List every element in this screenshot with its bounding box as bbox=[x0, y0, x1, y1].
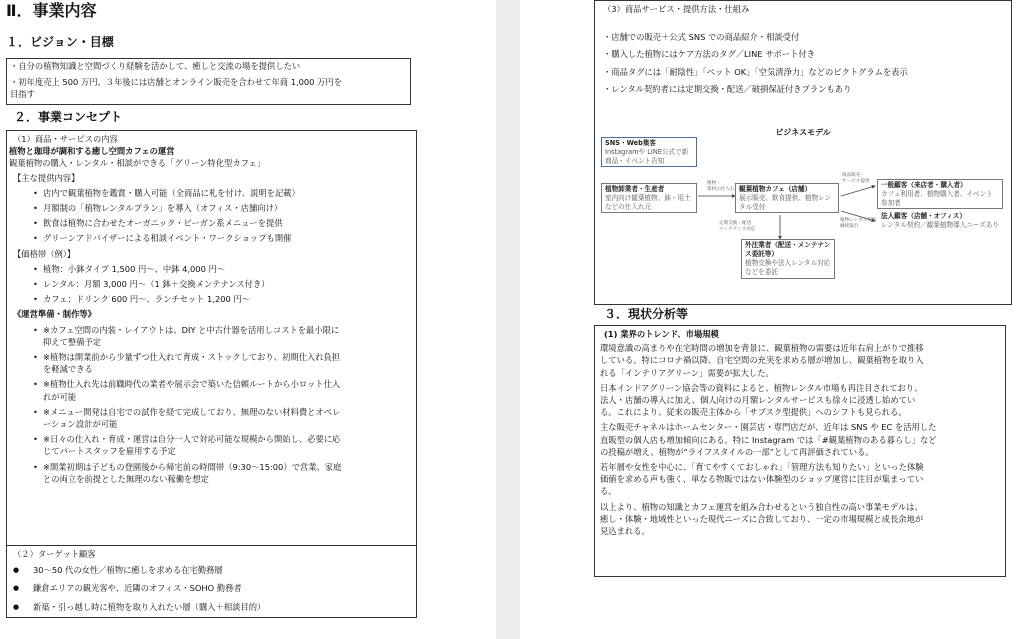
chapter-heading: Ⅱ．事業内容 bbox=[6, 1, 97, 20]
list-item: • 月額制の「植物レンタルプラン」を導入（オフィス・店舗向け） bbox=[13, 202, 410, 214]
paragraph-line: 見込まれる。 bbox=[600, 526, 650, 537]
list-item: • カフェ：ドリンク 600 円～、ランチセット 1,200 円～ bbox=[13, 293, 410, 305]
analysis-box bbox=[594, 325, 1006, 577]
paragraph-line: る。 bbox=[600, 486, 617, 497]
subsection-heading: （3）商品サービス・提供方法・仕組み bbox=[603, 4, 750, 14]
concept-box bbox=[6, 130, 417, 618]
node-customer bbox=[877, 179, 1003, 209]
node-desc: カフェ利用者、植物購入者、イベント参加者 bbox=[881, 190, 993, 207]
analysis-paragraph bbox=[600, 382, 999, 419]
list-item-cont: じてパートスタッフを雇用する予定 bbox=[43, 446, 176, 457]
price-list bbox=[13, 263, 410, 306]
section-vision-title: １．ビジョン・目標 bbox=[6, 35, 114, 49]
edge-label-rental: 植物レンタル契約 継続取引 bbox=[840, 218, 877, 229]
service-box bbox=[594, 0, 1012, 305]
node-desc: 植物交換や法人レンタル対応などを委託 bbox=[745, 259, 831, 276]
ops-list bbox=[13, 324, 410, 485]
paragraph-line: 環境意識の高まりや在宅時間の増加を背景に、観葉植物の需要は近年右肩上がりで推移 bbox=[600, 343, 924, 354]
node-sns bbox=[601, 137, 697, 167]
target-section bbox=[7, 545, 416, 616]
list-item: • レンタル：月額 3,000 円～（1 鉢＋交換メンテナンス付き） bbox=[13, 278, 410, 290]
node-corporate bbox=[877, 210, 1003, 236]
subsection-heading: （２）ターゲット顧客 bbox=[13, 549, 96, 559]
edge-label-to-customer: 商品販売・ サービス提供 bbox=[842, 173, 870, 184]
concept-bold: 植物と珈琲が調和する癒し空間カフェの運営 bbox=[9, 146, 175, 157]
target-list bbox=[13, 564, 410, 613]
subsection-heading: (1) 業界のトレンド、市場規模 bbox=[604, 329, 719, 339]
analysis-paragraph bbox=[600, 461, 999, 498]
offer-list bbox=[13, 187, 410, 245]
node-title: 法人顧客（店舗・オフィス） bbox=[881, 212, 966, 220]
offer-label: 【主な提供内容】 bbox=[13, 172, 80, 183]
list-item-cont: ーション設計が可能 bbox=[43, 419, 118, 430]
list-item: • グリーンアドバイザーによる相談イベント・ワークショップも開催 bbox=[13, 232, 410, 244]
document-page-left bbox=[0, 0, 496, 639]
node-title: 外注業者（配送・メンテナンス委託等） bbox=[745, 241, 831, 258]
arrow-to-customer bbox=[841, 186, 875, 196]
list-item-cont: 抑えて整備予定 bbox=[43, 336, 102, 347]
node-title: 観葉植物カフェ（店舗） bbox=[739, 185, 812, 193]
analysis-paragraph bbox=[600, 342, 999, 379]
node-desc: 展示販売、飲食提供、植物レンタル受付 bbox=[739, 194, 832, 211]
list-item-cont: を軽減できる bbox=[43, 364, 93, 375]
service-bullet: ・レンタル契約者には定期交換・配送／破損保証付きプランもあり bbox=[603, 83, 852, 94]
paragraph-line: 主な販売チャネルはホームセンター・園芸店・専門店だが、近年は SNS や EC を活用した bbox=[600, 422, 937, 433]
list-item: • ※メニュー開発は自宅での試作を経て完成しており、無理のない材料費とオペレ bbox=[43, 406, 341, 417]
service-bullet: ・購入した植物にはケア方法のタグ／LINE サポート付き bbox=[603, 49, 815, 60]
list-item: • ※植物は開業前から少量ずつ仕入れて育成・ストックしており、初期仕入れ負担 bbox=[43, 352, 341, 363]
price-label: 【価格帯（例）】 bbox=[13, 248, 76, 259]
list-item: • ※開業初期は子どもの登園後から帰宅前の時間帯（9:30～15:00）で営業、家庭 bbox=[43, 461, 342, 472]
list-item: ● 新築・引っ越し時に植物を取り入れたい層（購入＋相談目的） bbox=[13, 601, 410, 613]
analysis-paragraph bbox=[600, 421, 999, 458]
business-model-diagram bbox=[595, 121, 1011, 291]
node-title: SNS・Web集客 bbox=[605, 139, 657, 147]
list-item: • ※カフェ空間の内装・レイアウトは、DIY と中古什器を活用しコストを最小限に bbox=[43, 324, 340, 335]
node-desc: 室内向け観葉植物、鉢・用土などの仕入れ元 bbox=[605, 194, 691, 211]
list-item: • 店内で観葉植物を鑑賞・購入可能（全商品に札を付け、説明を記載） bbox=[13, 187, 410, 199]
list-item-cont: との両立を前提とした無理のない稼働を想定 bbox=[43, 473, 209, 484]
list-item: ● 鎌倉エリアの観光客や、近隣のオフィス・SOHO 勤務者 bbox=[13, 582, 410, 594]
paragraph-line: れる「インテリアグリーン」需要が拡大した。 bbox=[600, 367, 774, 378]
node-supplier bbox=[601, 183, 697, 213]
node-title: 一般顧客（来店者・購入者） bbox=[881, 181, 967, 189]
node-outsource bbox=[741, 239, 835, 279]
vision-line: ・初年度売上 500 万円、３年後には店舗とオンライン販売を合わせて年商 1,000 万円を bbox=[10, 77, 342, 88]
vision-box bbox=[6, 58, 411, 105]
paragraph-line: 日本インドアグリーン協会等の資料によると、植物レンタル市場も再注目されており、 bbox=[600, 382, 923, 393]
edge-label-supply: 植物・ 資材の仕入れ bbox=[707, 181, 735, 192]
list-item: • 飲食は植物に合わせたオーガニック・ビーガン系メニューを提供 bbox=[13, 217, 410, 229]
paragraph-line: 若年層や女性を中心に、「育てやすくておしゃれ」「管理方法も知りたい」といった体験 bbox=[600, 462, 924, 473]
diagram-title: ビジネスモデル bbox=[775, 128, 831, 137]
paragraph-line: している。特にコロナ禍以降、自宅空間の充実を求める層が増加し、観葉植物を取り入 bbox=[600, 355, 924, 366]
section-analysis-title: ３．現状分析等 bbox=[604, 307, 689, 321]
service-bullet: ・商品タグには「耐陰性」「ペット OK」「空気清浄力」などのピクトグラムを表示 bbox=[603, 66, 908, 77]
concept-text: 観葉植物の購入・レンタル・相談ができる「グリーン特化型カフェ」 bbox=[9, 158, 266, 169]
paragraph-line: 法人・店舗の導入に加え、個人向けの月額レンタルサービスも徐々に浸透し始めてい bbox=[600, 395, 916, 406]
list-item: • ※日々の仕入れ・育成・運営は自分一人で対応可能な規模から開始し、必要に応 bbox=[43, 434, 341, 445]
node-title: 植物卸業者・生産者 bbox=[605, 185, 665, 193]
edge-label-maint: 定期交換・配送 メンテナンス対応 bbox=[719, 221, 756, 232]
paragraph-line: 以上より、植物の知識とカフェ運営を組み合わせるという独自性の高い事業モデルは、 bbox=[600, 501, 923, 512]
paragraph-line: の投稿が増え、植物が“ライフスタイルの一部”として再評価されている。 bbox=[600, 446, 874, 457]
paragraph-line: る。これにより、従来の販売主体から「サブスク型提供」へのシフトも見られる。 bbox=[600, 407, 907, 418]
list-item: • ※植物仕入れ先は前職時代の業者や展示会で築いた信頼ルートから小ロット仕入 bbox=[43, 379, 341, 390]
section-concept-title: ２．事業コンセプト bbox=[14, 110, 123, 124]
paragraph-line: 直販型の個人店も増加傾向にある。特に Instagram では「#観葉植物のある暮らし」など bbox=[600, 434, 937, 445]
node-desc: Instagramや LINE公式で新商品・イベント告知 bbox=[605, 148, 689, 165]
node-desc: レンタル契約／観葉植物導入ニーズあり bbox=[881, 221, 999, 229]
service-bullet: ・店舗での販売＋公式 SNS での商品紹介・相談受付 bbox=[603, 32, 800, 43]
paragraph-line: 癒し・体験・地域性といった現代ニーズに合致しており、一定の市場規模と成長余地が bbox=[600, 513, 924, 524]
vision-line: 目指す bbox=[10, 89, 35, 100]
list-item: ● 30～50 代の女性／植物に癒しを求める在宅勤務層 bbox=[13, 564, 410, 576]
ops-label: 《運営準備・制作等》 bbox=[13, 309, 96, 320]
list-item: • 植物：小鉢タイプ 1,500 円～、中鉢 4,000 円～ bbox=[13, 263, 410, 275]
vision-line: ・自分の植物知識と空間づくり経験を活かして、癒しと交流の場を提供したい bbox=[10, 61, 301, 71]
analysis-paragraph bbox=[600, 501, 999, 538]
paragraph-line: 価値を求める声も強く、単なる物販ではない体験型のショップ運営に注目が集まってい bbox=[600, 474, 924, 485]
node-cafe bbox=[735, 183, 839, 213]
subsection-heading: （1）商品・サービスの内容 bbox=[13, 134, 118, 144]
list-item-cont: れが可能 bbox=[43, 391, 77, 402]
document-page-right bbox=[520, 0, 1024, 639]
